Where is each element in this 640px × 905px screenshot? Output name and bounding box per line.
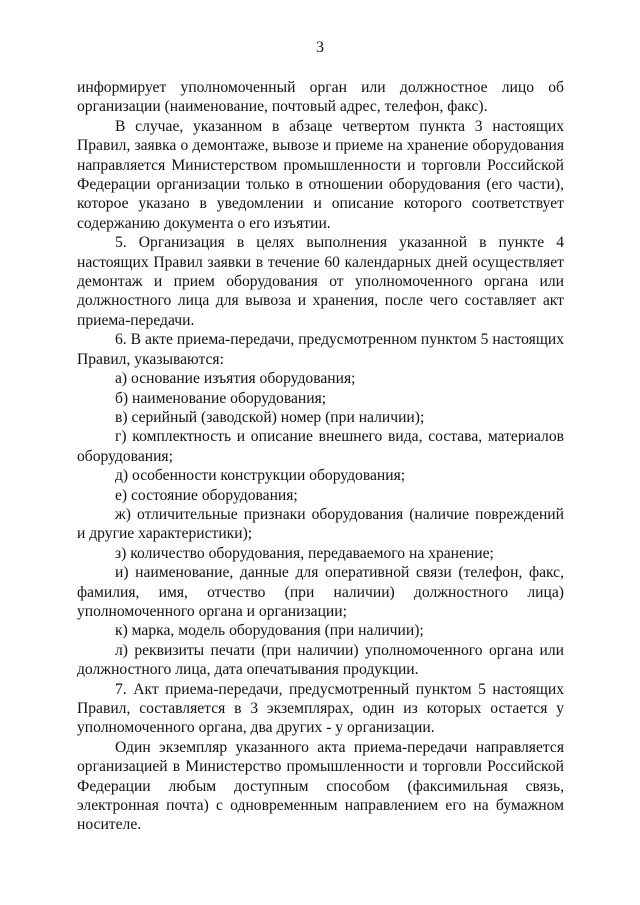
list-item-a: а) основание изъятия оборудования;: [115, 370, 356, 388]
list-item-d: д) особенности конструкции оборудования;: [115, 467, 406, 485]
document-body: [77, 78, 564, 835]
list-item-zh: ж) отличительные признаки оборудования (наличие повреждений и другие характеристики);: [77, 505, 564, 543]
list-item-v: в) серийный (заводской) номер (при наличии);: [115, 408, 425, 426]
paragraph-item-6: 6. В акте приема-передачи, предусмотренном пунктом 5 настоящих Правил, указываются:: [77, 331, 564, 368]
list-item-e: е) состояние оборудования;: [115, 486, 298, 504]
paragraph-1: информирует уполномоченный орган или должностное лицо об организации (наименование, почтовый адрес, телефон, факс).: [77, 79, 564, 116]
paragraph-final: Один экземпляр указанного акта приема-передачи направляется организацией в Министерство промышленности и торговли Российской Федерации любым доступным способом (факсимильная связь, электронная почта) с одновременным направлением его на бумажном носителе.: [77, 738, 564, 834]
paragraph-item-7: 7. Акт приема-передачи, предусмотренный пунктом 5 настоящих Правил, составляется в 3 экземплярах, один из которых остается у уполномоченного органа, два других - у организации.: [77, 680, 564, 737]
list-item-g: г) комплектность и описание внешнего вида, состава, материалов оборудования;: [77, 428, 564, 465]
paragraph-2: В случае, указанном в абзаце четвертом пункта 3 настоящих Правил, заявка о демонтаже, вывозе и приеме на хранение оборудования направляется Министерством промышленности и торговли Российской Федерации организации только в отношении оборудования (его части), которое указано в уведомлении и описание которого соответствует содержанию документа о его изъятии.: [77, 117, 564, 232]
paragraph-item-5: 5. Организация в целях выполнения указанной в пункте 4 настоящих Правил заявки в течение 60 календарных дней осуществляет демонтаж и прием оборудования от уполномоченного органа или должностного лица для вывоза и хранения, после чего составляет акт приема-передачи.: [77, 234, 564, 329]
list-item-b: б) наименование оборудования;: [115, 389, 327, 407]
list-item-i: и) наименование, данные для оперативной связи (телефон, факс, фамилия, имя, отчество (при наличии) должностного лица) уполномоченного органа и организации;: [77, 564, 564, 620]
list-item-k: к) марка, модель оборудования (при наличии);: [115, 622, 424, 640]
list-item-z: з) количество оборудования, передаваемого на хранение;: [115, 544, 494, 562]
list-item-l: л) реквизиты печати (при наличии) уполномоченного органа или должностного лица, дата опечатывания продукции.: [77, 641, 564, 679]
page-number: 3: [316, 39, 324, 56]
